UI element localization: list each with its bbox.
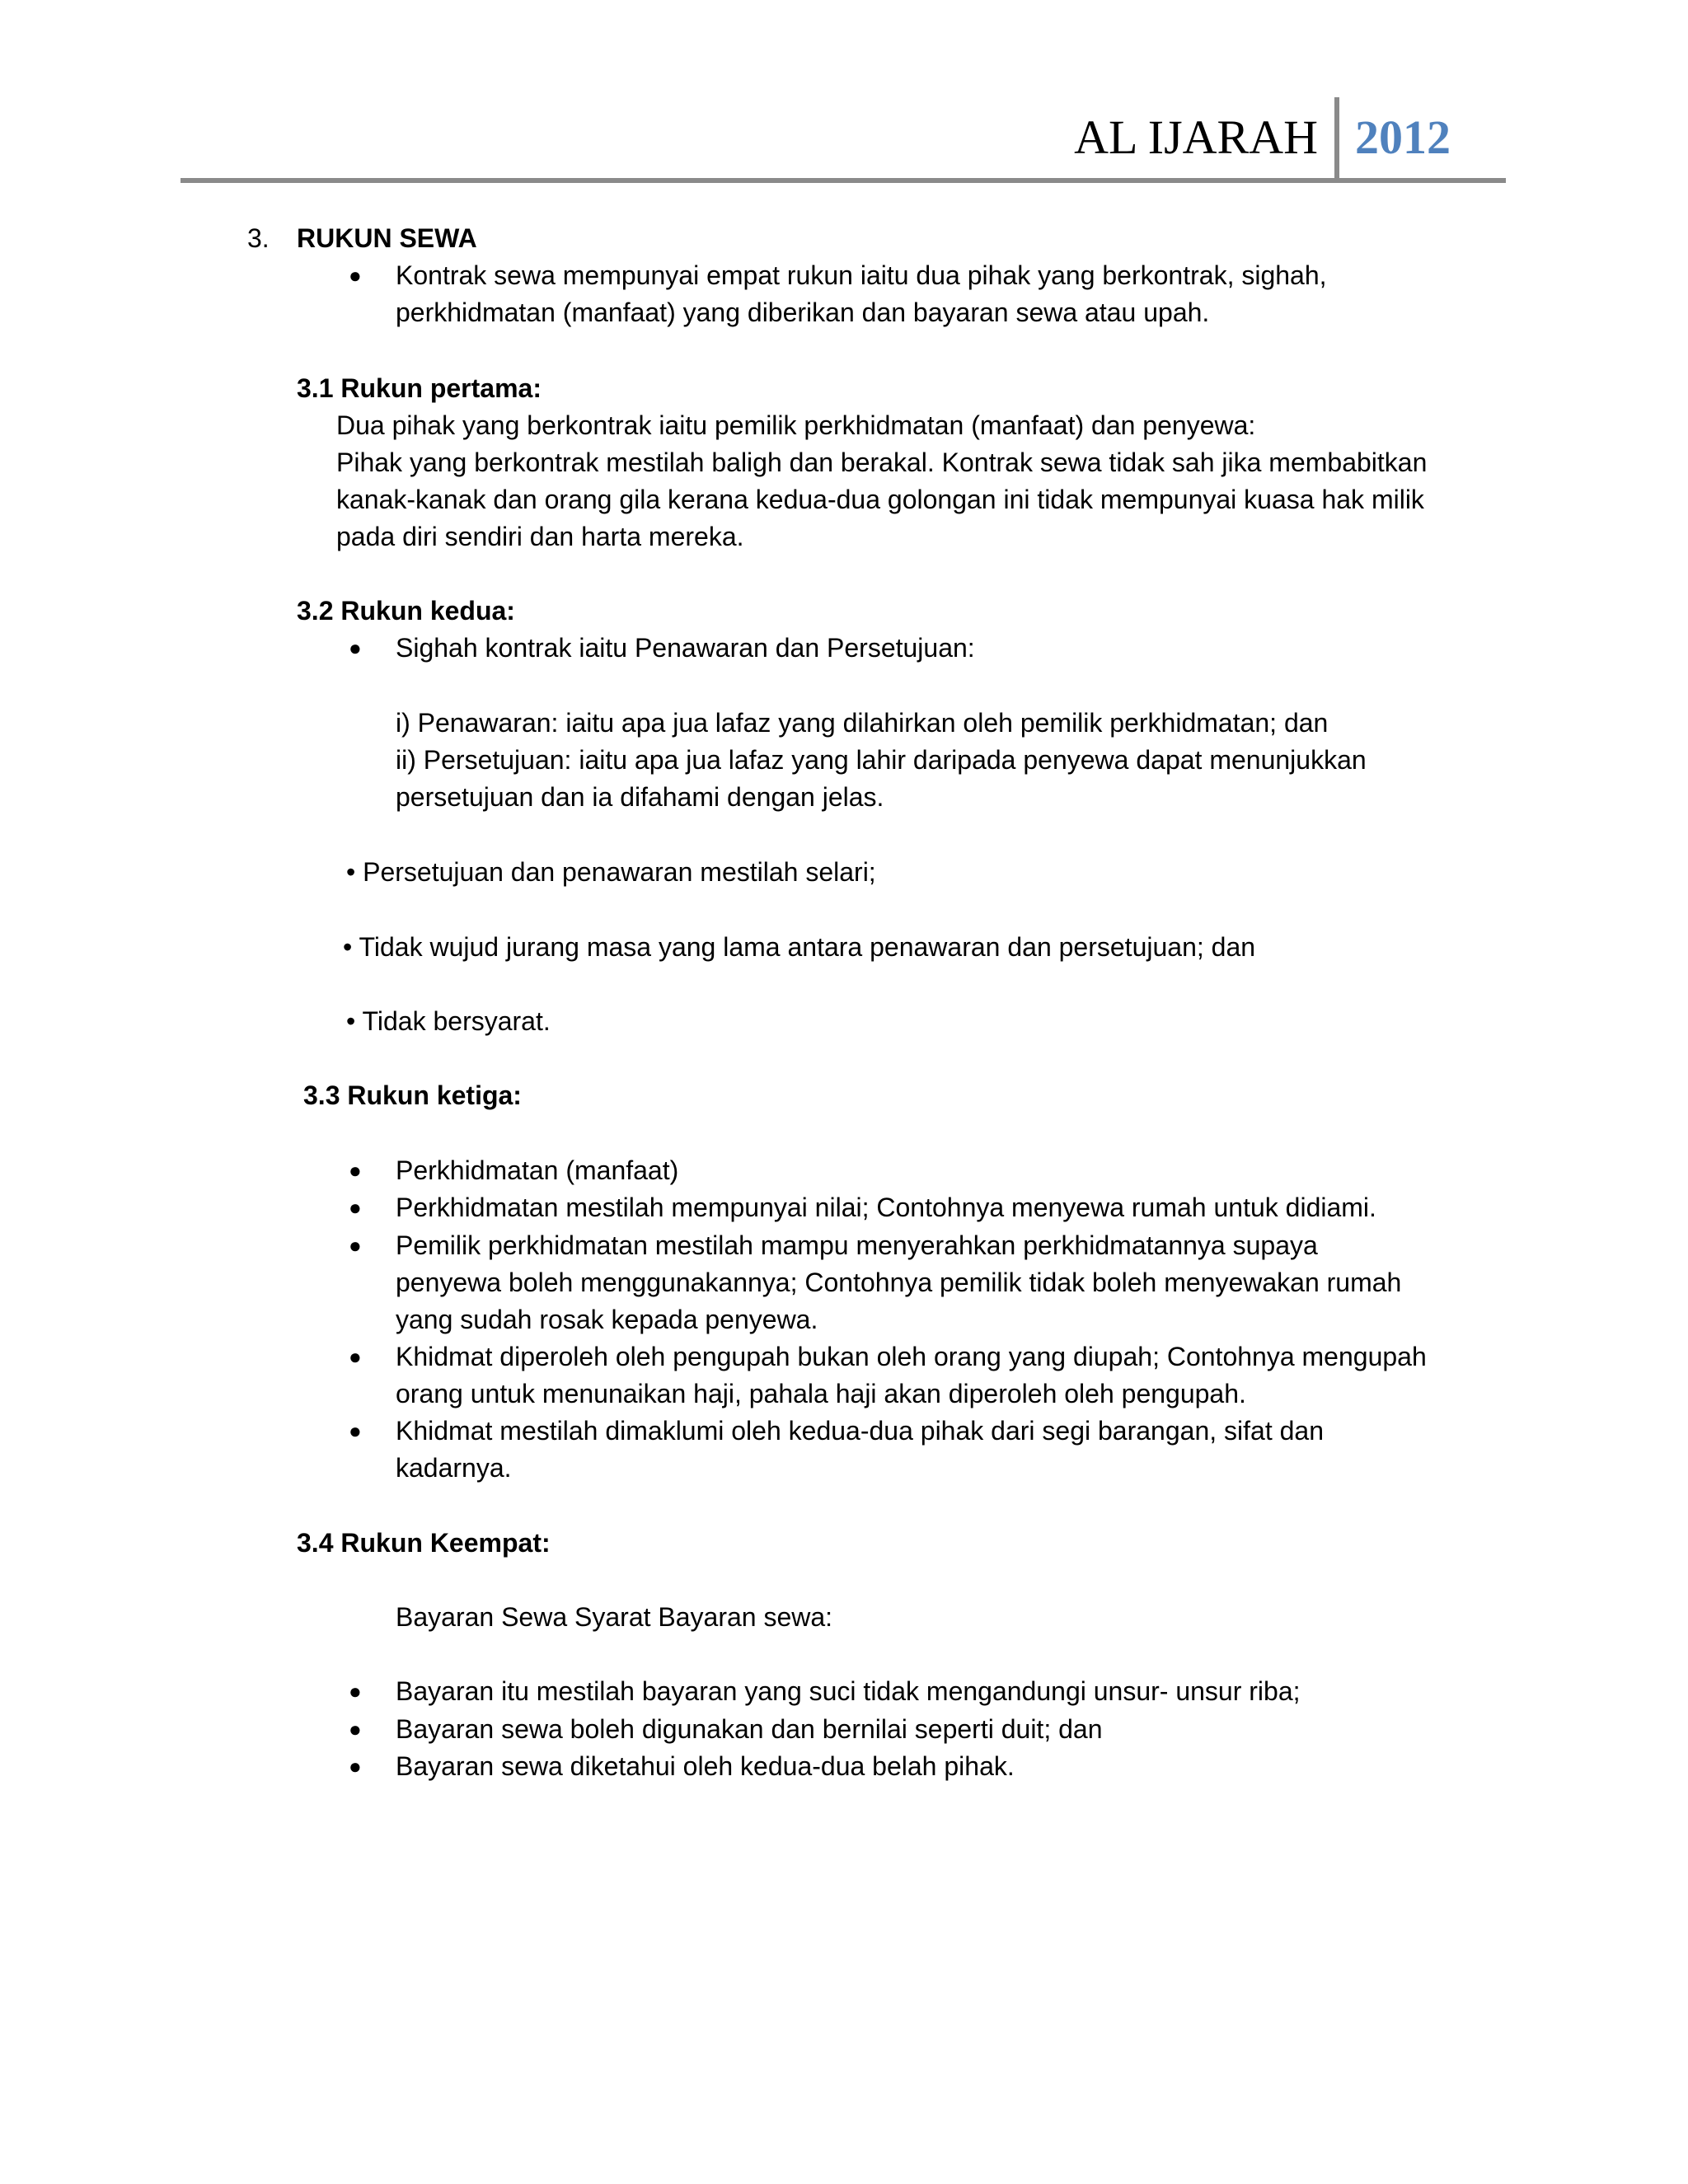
bullet-text: Sighah kontrak iaitu Penawaran dan Persetujuan: bbox=[396, 633, 975, 663]
point-item: • Persetujuan dan penawaran mestilah selari; bbox=[346, 857, 876, 887]
subsection-heading: 3.1 Rukun pertama: bbox=[297, 373, 542, 403]
bullet-marker: ● bbox=[349, 1717, 362, 1741]
sub-item: ii) Persetujuan: iaitu apa jua lafaz yang lahir daripada penyewa dapat menunjukkan bbox=[396, 745, 1367, 775]
header-separator bbox=[1334, 97, 1339, 178]
paragraph-line: Dua pihak yang berkontrak iaitu pemilik perkhidmatan (manfaat) dan penyewa: bbox=[336, 410, 1256, 440]
header-rule bbox=[181, 178, 1506, 183]
bullet-text: Perkhidmatan mestilah mempunyai nilai; Contohnya menyewa rumah untuk didiami. bbox=[396, 1193, 1376, 1222]
bullet-marker: ● bbox=[349, 1754, 362, 1779]
intro-line: perkhidmatan (manfaat) yang diberikan dan bayaran sewa atau upah. bbox=[396, 298, 1210, 327]
bullet-text: Khidmat diperoleh oleh pengupah bukan oleh orang yang diupah; Contohnya mengupah bbox=[396, 1342, 1427, 1371]
header-title: AL IJARAH bbox=[1074, 110, 1318, 164]
bullet-marker: ● bbox=[349, 1233, 362, 1258]
subsection-heading: 3.3 Rukun ketiga: bbox=[303, 1080, 522, 1110]
header-year: 2012 bbox=[1355, 110, 1451, 164]
bullet-marker: ● bbox=[349, 263, 362, 288]
bullet-text: Perkhidmatan (manfaat) bbox=[396, 1155, 679, 1185]
bullet-text: Bayaran sewa diketahui oleh kedua-dua belah pihak. bbox=[396, 1751, 1015, 1781]
paragraph-line: pada diri sendiri dan harta mereka. bbox=[336, 522, 744, 551]
bullet-text: Bayaran itu mestilah bayaran yang suci tidak mengandungi unsur- unsur riba; bbox=[396, 1676, 1301, 1706]
bullet-text: penyewa boleh menggunakannya; Contohnya pemilik tidak boleh menyewakan rumah bbox=[396, 1268, 1402, 1297]
paragraph-line: Bayaran Sewa Syarat Bayaran sewa: bbox=[396, 1602, 833, 1632]
bullet-text: Bayaran sewa boleh digunakan dan bernilai seperti duit; dan bbox=[396, 1714, 1103, 1744]
page-header bbox=[181, 97, 1506, 183]
subsection-heading: 3.4 Rukun Keempat: bbox=[297, 1528, 551, 1558]
bullet-text: kadarnya. bbox=[396, 1453, 512, 1483]
sub-item: i) Penawaran: iaitu apa jua lafaz yang dilahirkan oleh pemilik perkhidmatan; dan bbox=[396, 708, 1329, 738]
point-item: • Tidak wujud jurang masa yang lama antara penawaran dan persetujuan; dan bbox=[343, 932, 1256, 962]
intro-line: Kontrak sewa mempunyai empat rukun iaitu dua pihak yang berkontrak, sighah, bbox=[396, 260, 1327, 290]
bullet-text: yang sudah rosak kepada penyewa. bbox=[396, 1305, 818, 1334]
paragraph-line: Pihak yang berkontrak mestilah baligh dan berakal. Kontrak sewa tidak sah jika membabitkan bbox=[336, 448, 1428, 477]
bullet-marker: ● bbox=[349, 1418, 362, 1443]
bullet-marker: ● bbox=[349, 1344, 362, 1369]
subsection-heading: 3.2 Rukun kedua: bbox=[297, 596, 515, 626]
bullet-marker: ● bbox=[349, 635, 362, 660]
section-title: RUKUN SEWA bbox=[297, 223, 477, 253]
bullet-marker: ● bbox=[349, 1158, 362, 1183]
sub-item: persetujuan dan ia difahami dengan jelas. bbox=[396, 782, 884, 812]
bullet-text: Pemilik perkhidmatan mestilah mampu menyerahkan perkhidmatannya supaya bbox=[396, 1230, 1318, 1260]
section-number: 3. bbox=[247, 223, 270, 253]
bullet-text: Khidmat mestilah dimaklumi oleh kedua-dua pihak dari segi barangan, sifat dan bbox=[396, 1416, 1324, 1446]
point-item: • Tidak bersyarat. bbox=[346, 1006, 551, 1036]
bullet-text: orang untuk menunaikan haji, pahala haji akan diperoleh oleh pengupah. bbox=[396, 1379, 1246, 1408]
bullet-marker: ● bbox=[349, 1195, 362, 1220]
paragraph-line: kanak-kanak dan orang gila kerana kedua-dua golongan ini tidak mempunyai kuasa hak milik bbox=[336, 485, 1424, 514]
bullet-marker: ● bbox=[349, 1679, 362, 1704]
